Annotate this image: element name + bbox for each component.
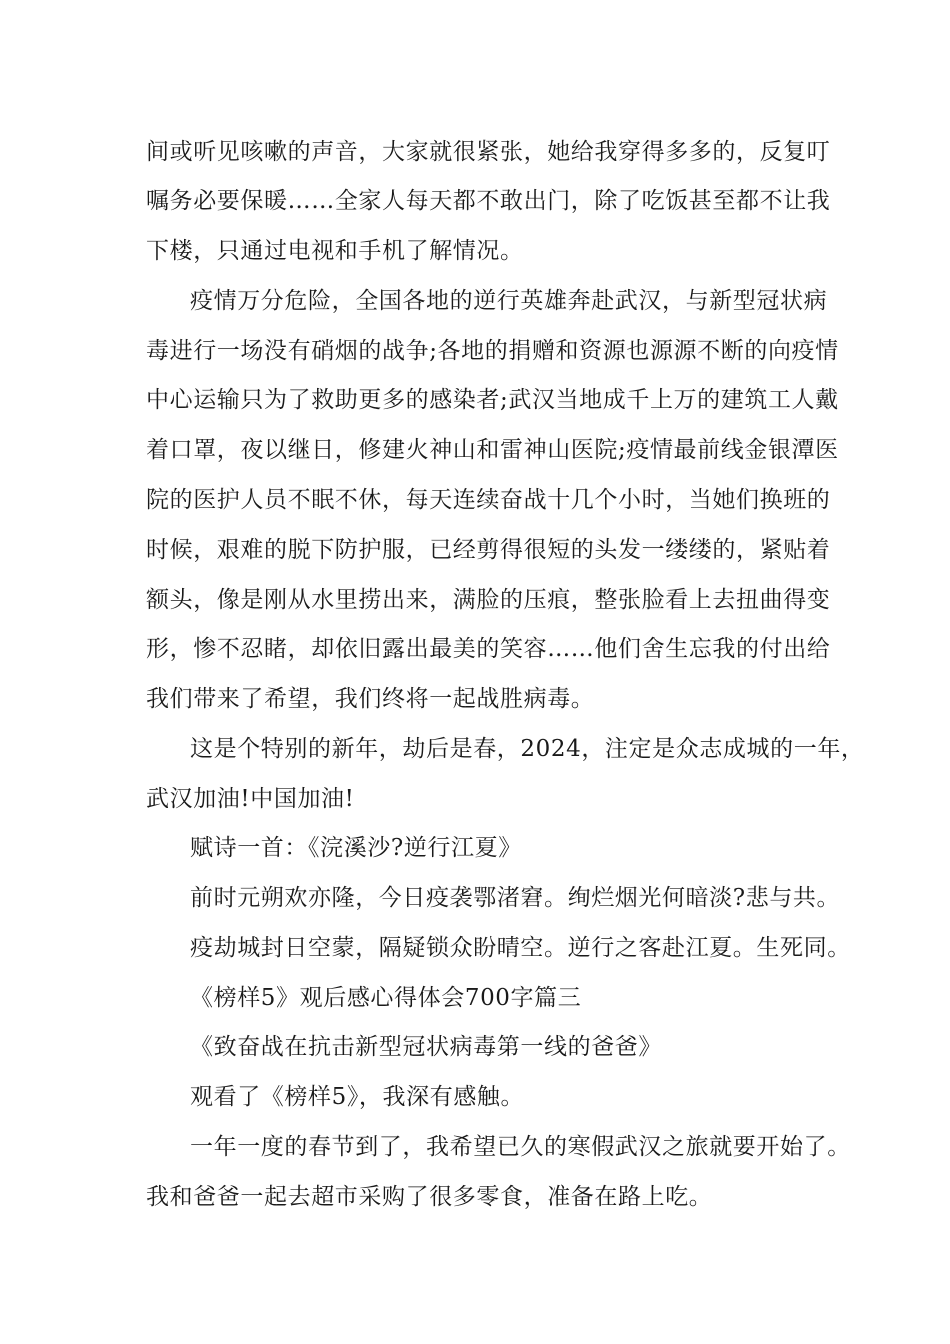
text-line: 我和爸爸一起去超市采购了很多零食，准备在路上吃。	[146, 1184, 713, 1210]
text-line: 武汉加油!中国加油!	[146, 786, 355, 812]
text-line: 间或听见咳嗽的声音，大家就很紧张，她给我穿得多多的，反复叮	[146, 139, 831, 165]
text-line: 嘱务必要保暖……全家人每天都不敢出门，除了吃饭甚至都不让我	[146, 188, 831, 214]
text-line: 形，惨不忍睹，却依旧露出最美的笑容……他们舍生忘我的付出给	[146, 636, 831, 662]
text-line: 中心运输只为了救助更多的感染者;武汉当地成千上万的建筑工人戴	[146, 387, 839, 413]
text-line: 着口罩，夜以继日，修建火神山和雷神山医院;疫情最前线金银潭医	[146, 437, 839, 463]
essay-title: 《致奋战在抗击新型冠状病毒第一线的爸爸》	[190, 1034, 662, 1060]
text-line: 毒进行一场没有硝烟的战争;各地的捐赠和资源也源源不断的向疫情	[146, 338, 839, 364]
section-heading: 《榜样5》观后感心得体会700字篇三	[190, 985, 582, 1011]
text-line: 院的医护人员不眠不休，每天连续奋战十几个小时，当她们换班的	[146, 487, 831, 513]
paragraph-start: 这是个特别的新年，劫后是春，2024，注定是众志成城的一年，	[190, 736, 865, 762]
poem-line: 前时元朔欢亦隆，今日疫袭鄂渚窘。绚烂烟光何暗淡?悲与共。	[190, 885, 841, 911]
poem-intro: 赋诗一首：《浣溪沙?逆行江夏》	[190, 835, 522, 861]
text-line: 时候，艰难的脱下防护服，已经剪得很短的头发一缕缕的，紧贴着	[146, 537, 831, 563]
paragraph-start: 观看了《榜样5》，我深有感触。	[190, 1084, 525, 1110]
poem-line: 疫劫城封日空蒙，隔疑锁众盼晴空。逆行之客赴江夏。生死同。	[190, 935, 851, 961]
text-line: 下楼，只通过电视和手机了解情况。	[146, 238, 524, 264]
text-line: 额头，像是刚从水里捞出来，满脸的压痕，整张脸看上去扭曲得变	[146, 587, 831, 613]
paragraph-start: 疫情万分危险，全国各地的逆行英雄奔赴武汉，与新型冠状病	[190, 288, 828, 314]
paragraph-start: 一年一度的春节到了，我希望已久的寒假武汉之旅就要开始了。	[190, 1134, 851, 1160]
text-line: 我们带来了希望，我们终将一起战胜病毒。	[146, 686, 595, 712]
